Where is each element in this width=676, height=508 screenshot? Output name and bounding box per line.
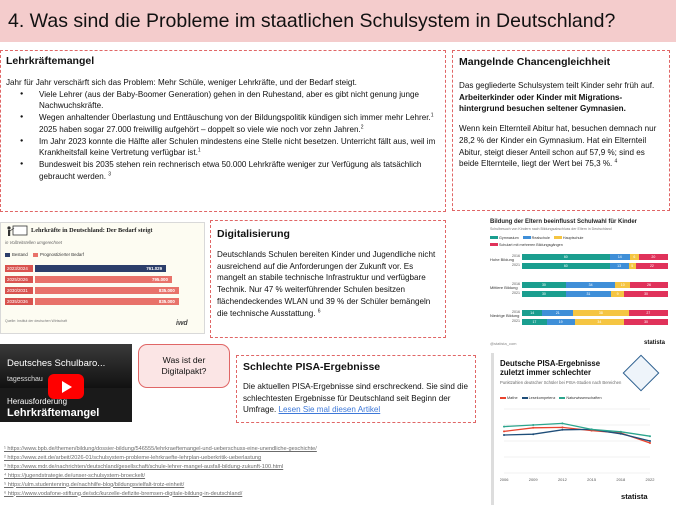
bar-year-label: 2023/2024: [5, 265, 33, 272]
row-year-label: 2016: [512, 282, 520, 286]
bar-segment: 6: [630, 254, 639, 260]
source-link-5[interactable]: ⁵ https://ulm.studentenring.de/nachhilfe-blog/bildungsvielfalt-trotz-einheit/: [4, 481, 185, 488]
chart-footer: @statista_com: [490, 341, 517, 346]
data-point: [532, 424, 534, 426]
row-year-label: 2021: [512, 263, 520, 267]
iwd-logo: iwd: [176, 320, 188, 327]
row-year-label: 2021: [512, 291, 520, 295]
data-point: [561, 426, 563, 428]
data-point: [503, 426, 505, 428]
list-item: [6, 112, 440, 135]
legend-label: Bestand: [12, 252, 28, 257]
bar-segment: 5: [629, 263, 636, 269]
data-point: [620, 431, 622, 433]
legend-mehrere: [490, 243, 563, 247]
legend-label: Gymnasium: [499, 236, 519, 240]
title-bar: [0, 0, 676, 42]
chart-title: [500, 360, 600, 378]
digitalization-box: [210, 220, 446, 338]
bullet-text: Im Jahr 2023 konnte die Hälfte aller Schulen mindestens eine Stelle nicht besetzen. Unterricht fällt aus, weil im Krankheitsfall keine Vertretung verfügbar ist.: [39, 136, 436, 158]
data-point: [591, 428, 593, 430]
pisa-plot: [500, 405, 660, 483]
pisa-article-link[interactable]: Lesen Sie mal diesen Artikel: [278, 405, 381, 415]
chart-title: Bildung der Eltern beeinflusst Schulwahl für Kinder: [490, 219, 638, 225]
p1-bold: Arbeiterkinder oder Kinder mit Migrations- hintergrund besuchen seltener Gymnasien.: [459, 92, 626, 114]
bar-segment: 13: [610, 263, 629, 269]
pisa-box: [236, 355, 476, 423]
legend-nawi: [559, 396, 601, 400]
legend-realschule: [523, 236, 550, 240]
pisa-badge-icon: [623, 355, 660, 392]
video-subtitle: Herausforderung: [7, 397, 68, 406]
data-point: [561, 422, 563, 424]
equal-opportunity-box: [452, 50, 670, 211]
bar-segment: 38: [573, 310, 628, 316]
pisa-text: [243, 381, 469, 416]
p2-text: Wenn kein Elternteil Abitur hat, besuchen demnach nur 28,2 % der Kinder ein Gymnasium. Hat ein Elternteil Abitur, steigt dieser Anteil schon auf 57,9 %; sind es beide Elternteile, liegt der Wert bei 75,3 %.: [459, 124, 657, 169]
series-line: [504, 429, 650, 441]
x-tick-label: 2009: [528, 477, 538, 482]
pisa-chart: [491, 353, 672, 505]
data-point: [503, 430, 505, 432]
bar-segment: 14: [610, 254, 630, 260]
teacher-board-icon: [5, 225, 29, 239]
video-title[interactable]: Deutsches Schulbaro...: [7, 358, 106, 369]
chart-bar: 795.000: [35, 276, 172, 283]
bullet-text: 2025 haben sogar 27.000 freiwillig aufgehört – doppelt so viele wie noch vor zehn Jahren.: [39, 124, 361, 134]
teacher-shortage-heading: Lehrkräftemangel: [6, 55, 95, 67]
row-year-label: 2021: [512, 319, 520, 323]
digitalization-heading: Digitalisierung: [217, 228, 290, 240]
teacher-shortage-intro: Jahr für Jahr verschärft sich das Problem: Mehr Schüle, weniger Lehrkräfte, und der Bedarf steigt.: [6, 78, 357, 87]
digitalpakt-button[interactable]: Was ist der Digitalpakt?: [138, 344, 230, 388]
footnote-ref: 4: [614, 158, 618, 165]
bar-segment: 60: [522, 254, 610, 260]
legend-label: Prognostizierter Bedarf: [40, 252, 84, 257]
legend-label: Mathe: [507, 396, 518, 400]
list-item: [6, 89, 440, 112]
list-item: [6, 159, 440, 182]
bar-segment: 34: [575, 319, 625, 325]
group-label: Niedrige Bildung: [490, 313, 520, 318]
chart-bar-row: [5, 298, 175, 305]
bar-year-label: 2030/2031: [5, 287, 33, 294]
legend-row-1: [490, 236, 670, 240]
bar-segment: 34: [566, 282, 616, 288]
bar-year-label: 2035/2036: [5, 298, 33, 305]
x-tick-label: 2018: [616, 477, 626, 482]
data-point: [532, 427, 534, 429]
bar-segment: 21: [542, 310, 573, 316]
bar-segment: 30: [522, 282, 566, 288]
legend-mathe: [500, 396, 518, 400]
source-links: [4, 445, 484, 498]
chart-subtitle: in Vollzeitstellen umgerechnet: [5, 240, 62, 245]
bar-segment: 30: [624, 291, 668, 297]
bar-segment: 20: [639, 254, 668, 260]
bar-segment: 27: [629, 310, 668, 316]
teacher-shortage-box: [0, 50, 446, 212]
video-channel: tagesschau: [7, 376, 43, 383]
bar-segment: 9: [611, 291, 624, 297]
data-point: [561, 429, 563, 431]
bar-segment: 30: [522, 291, 566, 297]
x-tick-label: 2006: [500, 477, 509, 482]
data-point: [532, 433, 534, 435]
stacked-bar: [522, 310, 668, 316]
bar-segment: 22: [636, 263, 668, 269]
equal-opportunity-heading: Mangelnde Chancengleichheit: [459, 56, 611, 68]
source-link-3[interactable]: ³ https://www.mdr.de/nachrichten/deutschland/gesellschaft/schule-lehrer-mangel-ausfall-bildung-zukunft-100.html: [4, 463, 284, 470]
p1-plain: Das gegliederte Schulsystem teilt Kinder sehr früh auf.: [459, 81, 655, 90]
bullet-text: Wegen anhaltender Überlastung und Enttäuschung von der Bildungspolitik kündigen sich immer mehr Lehrer.: [39, 113, 431, 123]
legend-row-2: [490, 243, 670, 247]
chart-subtitle: Schulbesuch von Kindern nach Bildungsabschluss der Eltern in Deutschland: [490, 227, 612, 231]
footnote-ref: 3: [108, 171, 112, 178]
bar-segment: 31: [566, 291, 611, 297]
video-thumbnail[interactable]: [0, 344, 132, 422]
chart-subtitle: Punktzahlen deutscher Schüler bei PISA-Studien nach Bereichen: [500, 380, 622, 385]
data-point: [620, 433, 622, 435]
legend-label: Schulart mit mehreren Bildungsgängen: [499, 243, 563, 247]
title-line-2: zuletzt immer schlechter: [500, 367, 591, 377]
bar-segment: 14: [522, 310, 542, 316]
title-line-1: Deutsche PISA-Ergebnisse: [500, 359, 601, 368]
chart-bar: 835.000: [35, 298, 179, 305]
page-title: 4. Was sind die Probleme im staatlichen Schulsystem in Deutschland?: [8, 9, 616, 32]
legend-label: Realschule: [531, 236, 550, 240]
school-choice-chart: [487, 216, 672, 350]
digitalization-text: [217, 249, 439, 319]
statista-logo: statista: [621, 492, 648, 501]
statista-logo: statista: [644, 340, 666, 346]
stacked-bar: [522, 319, 668, 325]
chart-bar-row: [5, 265, 165, 272]
bar-segment: 26: [630, 282, 668, 288]
source-link-4[interactable]: ⁴ https://jugendstrategie.de/unser-schulsystem-broeckelt/: [4, 472, 146, 479]
footnote-ref: 2: [360, 124, 364, 131]
x-tick-label: 2022: [645, 477, 655, 482]
bar-segment: 17: [522, 319, 547, 325]
equal-opportunity-p1: [459, 80, 663, 115]
data-point: [503, 434, 505, 436]
data-point: [649, 435, 651, 437]
chart-source: Quelle: Institut der deutschen Wirtschaft: [5, 319, 68, 323]
chart-title: Lehrkräfte in Deutschland: Der Bedarf steigt: [31, 227, 153, 234]
teacher-shortage-list: [6, 89, 440, 183]
footnote-ref: 6: [317, 307, 321, 314]
legend-gymnasium: [490, 236, 519, 240]
chart-legend: [500, 396, 602, 400]
bullet-text: Viele Lehrer (aus der Baby-Boomer Generation) gehen in den Ruhestand, aber es gibt nicht genung junge Nachwuchskräfte.: [39, 89, 420, 111]
bar-segment: 30: [624, 319, 668, 325]
legend-hauptschule: [554, 236, 584, 240]
footnote-ref: 1: [197, 147, 201, 154]
pisa-body: Die aktuellen PISA-Ergebnisse sind erschreckend. Sie sind die schlechtesten Ergebnisse für Deutschland seit Beginn der Umfrage.: [243, 382, 468, 415]
legend-label: Hauptschule: [562, 236, 584, 240]
data-point: [649, 442, 651, 444]
data-point: [649, 440, 651, 442]
group-label: Mittlere Bildung: [490, 285, 518, 290]
play-icon[interactable]: [48, 374, 84, 399]
stacked-bar: [522, 263, 668, 269]
chart-bar-row: [5, 276, 168, 283]
video-main-caption: Lehrkräftemangel: [7, 407, 100, 419]
row-year-label: 2016: [512, 310, 520, 314]
x-tick-label: 2012: [557, 477, 567, 482]
footnote-ref: 1: [430, 112, 434, 119]
legend-label: Naturwissenschaften: [566, 396, 602, 400]
stacked-bar: [522, 282, 668, 288]
legend-bestand: [5, 252, 28, 257]
chart-bar-row: [5, 287, 175, 294]
bar-segment: 19: [547, 319, 575, 325]
pisa-heading: Schlechte PISA-Ergebnisse: [243, 361, 381, 373]
bar-segment: 60: [522, 263, 610, 269]
x-tick-label: 2015: [587, 477, 597, 482]
chart-bar: 835.000: [35, 287, 179, 294]
bullet-text: Bundesweit bis 2035 stehen rein rechnerisch etwa 50.000 Lehrkräfte weniger zur Verfügung als tatsächlich gebraucht werden.: [39, 160, 422, 181]
legend-bedarf: [33, 252, 84, 257]
bar-year-label: 2025/2026: [5, 276, 33, 283]
stacked-bar: [522, 254, 668, 260]
legend-label: Lesekompetenz: [528, 396, 556, 400]
chart-bar: 761.029: [35, 265, 166, 272]
teacher-demand-chart: [0, 222, 205, 334]
list-item: [6, 136, 440, 159]
equal-opportunity-p2: [459, 123, 663, 170]
group-label: Hohe Bildung: [490, 257, 515, 262]
source-link-1[interactable]: ¹ https://www.bpb.de/themen/bildung/dossier-bildung/546555/lehrkraeftemangel-und-ueberschuss-eine-unendliche-geschichte/: [4, 446, 317, 452]
row-year-label: 2016: [512, 254, 520, 258]
stacked-bar: [522, 291, 668, 297]
bar-segment: 10: [615, 282, 630, 288]
source-link-6[interactable]: ⁶ https://www.vodafone-stiftung.de/sdc/kurzelle-defizite-bremsen-digitale-bildung-in-deutschland/: [4, 490, 243, 497]
legend-lesen: [522, 396, 556, 400]
digital-text: Deutschlands Schulen bereiten Kinder und Jugendliche nicht ausreichend auf die Anforderungen der Zukunft vor. Es mangelt an stabile technische Infrastruktur und verfügbare Technik. Nur 47 % weiterführender Schulen besitzen flächendeckendes WLAN und 39 % der Schüler bemängeln die technische Ausstattung.: [217, 250, 436, 318]
source-link-2[interactable]: ² https://www.zeit.de/arbeit/2026-01/schulsystem-probleme-lehrkraefte-lehrplan-ueberkritik-ueberlastung: [4, 454, 262, 461]
